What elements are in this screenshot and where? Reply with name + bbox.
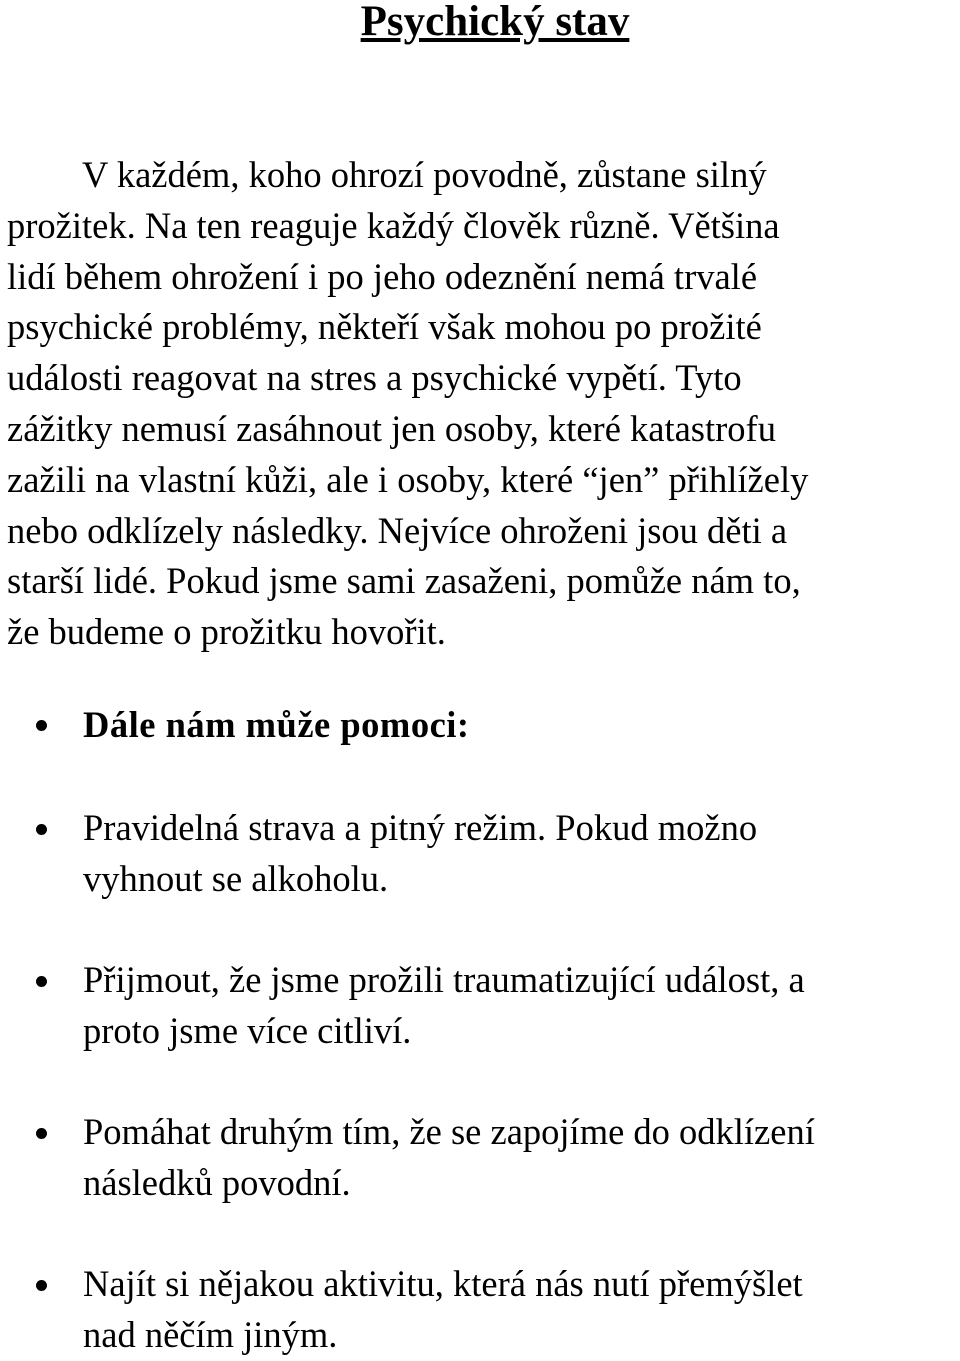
paragraph-line: zážitky nemusí zasáhnout jen osoby, které katastrofu bbox=[7, 407, 776, 449]
bullet-dot-icon bbox=[36, 1280, 47, 1291]
list-item-line: Přijmout, že jsme prožili traumatizující událost, a bbox=[83, 959, 805, 1000]
paragraph-line: nebo odklízely následky. Nejvíce ohroženi jsou děti a bbox=[7, 509, 788, 551]
list-item-line: proto jsme více citliví. bbox=[83, 1009, 412, 1051]
list-item-line: Pravidelná strava a pitný režim. Pokud možno bbox=[83, 807, 758, 848]
list-item-line: Najít si nějakou aktivitu, která nás nutí přemýšlet bbox=[83, 1263, 803, 1304]
paragraph-line: že budeme o prožitku hovořit. bbox=[7, 611, 446, 653]
help-heading: Dále nám může pomoci: bbox=[83, 704, 470, 745]
paragraph-line: psychické problémy, někteří však mohou po prožité bbox=[7, 306, 762, 348]
list-item-line: následků povodní. bbox=[83, 1161, 351, 1203]
intro-paragraph bbox=[7, 150, 952, 658]
list-item-text bbox=[83, 1107, 815, 1209]
list-item-text bbox=[83, 1259, 803, 1361]
list-item-text bbox=[83, 803, 757, 905]
paragraph-line: V každém, koho ohrozí povodně, zůstane silný bbox=[82, 154, 767, 195]
list-item-line: Pomáhat druhým tím, že se zapojíme do odklízení bbox=[83, 1111, 815, 1152]
bullet-dot-icon bbox=[36, 824, 47, 835]
bullet-dot-icon bbox=[36, 720, 47, 731]
paragraph-line: starší lidé. Pokud jsme sami zasaženi, pomůže nám to, bbox=[7, 560, 801, 602]
bullet-dot-icon bbox=[36, 1128, 47, 1139]
paragraph-line: lidí během ohrožení i po jeho odeznění nemá trvalé bbox=[7, 255, 758, 297]
paragraph-line: prožitek. Na ten reaguje každý člověk různě. Většina bbox=[7, 204, 780, 246]
list-item-line: vyhnout se alkoholu. bbox=[83, 857, 389, 899]
page-title: Psychický stav bbox=[360, 0, 630, 45]
paragraph-line: události reagovat na stres a psychické vypětí. Tyto bbox=[7, 357, 742, 399]
list-item-text bbox=[83, 955, 805, 1057]
bullet-dot-icon bbox=[36, 976, 47, 987]
paragraph-line: zažili na vlastní kůži, ale i osoby, které “jen” přihlížely bbox=[7, 458, 809, 500]
list-item-line: nad něčím jiným. bbox=[83, 1313, 338, 1355]
